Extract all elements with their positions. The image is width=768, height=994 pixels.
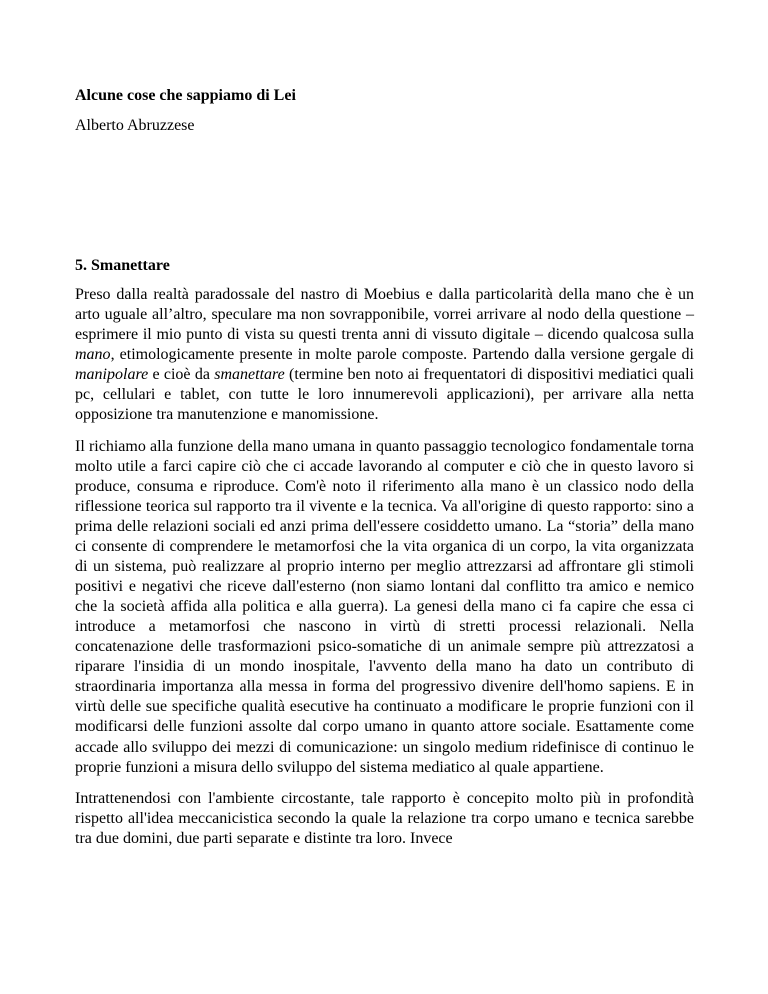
paragraph-3	[75, 789, 694, 849]
paragraph-1	[75, 285, 694, 425]
document-author: Alberto Abruzzese	[75, 117, 195, 134]
text-run: Preso dalla realtà paradossale del nastro di Moebius e dalla particolarità della mano che è un arto uguale all’altro, speculare ma non sovrapponibile, vorrei arrivare al nodo della questione – esprimere il mio punto di vista su questi trenta anni di vissuto digitale – dicendo qualcosa sulla	[75, 286, 694, 344]
section-heading: 5. Smanettare	[75, 257, 170, 274]
text-run: e cioè da	[148, 366, 215, 384]
document-body	[75, 285, 694, 861]
italic-term: manipolare	[75, 366, 149, 384]
paragraph-2	[75, 437, 694, 778]
document-title: Alcune cose che sappiamo di Lei	[75, 87, 296, 104]
text-run: (termine ben noto ai frequentatori di dispositivi mediatici quali pc, cellulari e tablet, con tutte le loro innumerevoli applicazioni), per arrivare alla netta opposizione tra manutenzione e manomissione.	[75, 366, 694, 424]
text-run: Il richiamo alla funzione della mano umana in quanto passaggio tecnologico fondamentale torna molto utile a farci capire ciò che ci accade lavorando al computer e ciò che in questo lavoro si produce, consuma e riproduce. Com'è noto il riferimento alla mano è un classico nodo della riflessione teorica sul rapporto tra il vivente e la tecnica. Va all'origine di questo rapporto: sino a prima delle relazioni sociali ed anzi prima dell'essere cosiddetto umano. La “storia” della mano ci consente di comprendere le metamorfosi che la vita organica di un corpo, la vita organizzata di un sistema, può realizzare al proprio interno per meglio attrezzarsi ad affrontare gli stimoli positivi e negativi che riceve dall'esterno (non siamo lontani dal conflitto tra amico e nemico che la società affida alla politica e alla guerra). La genesi della mano ci fa capire che essa ci introduce a metamorfosi che nascono in virtù di stretti processi relazionali. Nella concatenazione delle trasformazioni psico-somatiche di un animale sempre più attrezzatosi a riparare l'insidia di un mondo inospitale, l'avvento della mano ha dato un contributo di straordinaria importanza alla messa in forma del progressivo divenire dell'homo sapiens. E in virtù delle sue specifiche qualità esecutive ha continuato a modificare le proprie funzioni con il modificarsi delle funzioni assolte dal corpo umano in quanto attore sociale. Esattamente come accade allo sviluppo dei mezzi di comunicazione: un singolo medium ridefinisce di continuo le proprie funzioni a misura dello sviluppo del sistema mediatico al quale appartiene.	[75, 437, 694, 776]
italic-term: mano	[75, 346, 111, 364]
italic-term: smanettare	[214, 366, 285, 384]
text-run: , etimologicamente presente in molte parole composte. Partendo dalla versione gergale di	[110, 346, 694, 364]
text-run: Intrattenendosi con l'ambiente circostante, tale rapporto è concepito molto più in profondità rispetto all'idea meccanicistica secondo la quale la relazione tra corpo umano e tecnica sarebbe tra due domini, due parti separate e distinte tra loro. Invece	[75, 790, 694, 848]
